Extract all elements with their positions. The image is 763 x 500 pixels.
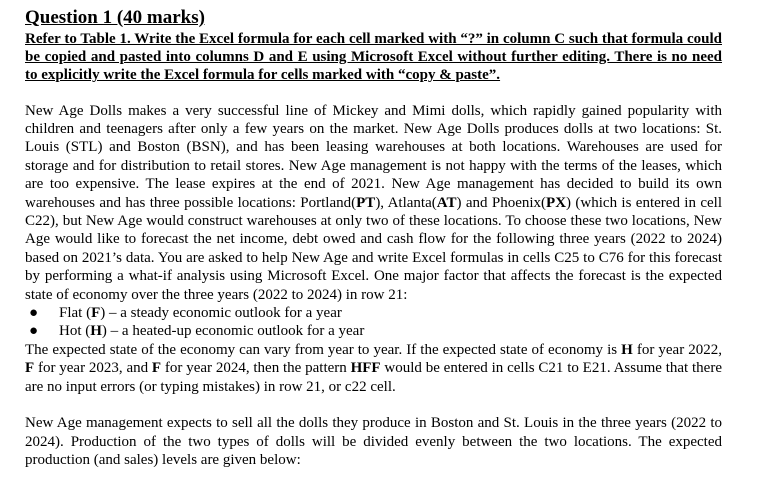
location-code-atlanta: AT xyxy=(436,194,457,211)
list-item-hot xyxy=(25,322,722,340)
pattern-code-h: H xyxy=(621,341,633,358)
production-paragraph: New Age management expects to sell all the dolls they produce in Boston and St. Louis in the three years (2022 to 2024). Production of the two types of dolls will be divided evenly between the two locations. The expected production (and sales) levels are given below: xyxy=(25,415,722,468)
bullet-text-pre: Flat ( xyxy=(59,305,92,322)
pattern-code-f1: F xyxy=(25,360,35,377)
bullet-text-pre: Hot ( xyxy=(59,323,91,340)
intro-text-3: ) and Phoenix( xyxy=(456,194,547,211)
intro-text-1: New Age Dolls makes a very successful line of Mickey and Mimi dolls, which rapidly gained popularity with children and teenagers after only a few years on the market. New Age Dolls produces dolls at two locations: St. Louis (STL) and Boston (BSN), and has been leasing warehouses at both locations. Warehouses are used for storage and for distribution to retail stores. New Age management is not happy with the terms of the leases, which are too expensive. The lease expires at the end of 2021. New Age management has decided to build its own warehouses and has three possible locations: Portland( xyxy=(25,102,722,211)
pattern-text-1: The expected state of the economy can vary from year to year. If the expected state of economy is xyxy=(25,341,622,358)
bullet-icon: ● xyxy=(29,323,39,340)
question-instructions: Refer to Table 1. Write the Excel formula for each cell marked with “?” in column C such that formula could be copied and pasted into columns D and E using Microsoft Excel without further editing. There is no need to explicitly write the Excel formula for cells marked with “copy & paste”. xyxy=(25,31,722,84)
economy-state-list xyxy=(25,304,722,341)
intro-text-4: ) (which is entered in cell C22), but New Age would construct warehouses at only two of these locations. To choose these two locations, New Age would like to forecast the net income, debt owed and cash flow for the following three years (2022 to 2024) based on 2021’s data. You are asked to help New Age and write Excel formulas in cells C25 to C76 for this forecast by performing a what-if analysis using Microsoft Excel. One major factor that affects the forecast is the expected state of economy over the three years (2022 to 2024) in row 21: xyxy=(25,194,722,303)
document-page xyxy=(25,6,722,469)
pattern-text-3: for year 2023, and xyxy=(34,360,152,377)
intro-text-2: ), Atlanta( xyxy=(375,194,437,211)
pattern-code-hff: HFF xyxy=(350,360,381,377)
location-code-phoenix: PX xyxy=(546,194,567,211)
economy-code-hot: H xyxy=(90,323,102,340)
list-item-flat xyxy=(25,304,722,322)
bullet-icon: ● xyxy=(29,305,39,322)
economy-code-flat: F xyxy=(91,305,101,322)
location-code-portland: PT xyxy=(356,194,376,211)
intro-paragraph xyxy=(25,102,722,304)
pattern-text-5: would be entered in cells C21 to E21. Assume that there are no input errors (or typing mistakes) in row 21, or c22 cell. xyxy=(25,360,722,395)
pattern-text-2: for year 2022, xyxy=(632,341,722,358)
bullet-text-post: ) – a steady economic outlook for a year xyxy=(100,305,342,322)
pattern-code-f2: F xyxy=(151,360,162,377)
pattern-text-4: for year 2024, then the pattern xyxy=(161,360,351,377)
bullet-text-post: ) – a heated-up economic outlook for a year xyxy=(101,323,365,340)
economy-pattern-paragraph xyxy=(25,341,722,396)
question-title: Question 1 (40 marks) xyxy=(25,7,205,28)
